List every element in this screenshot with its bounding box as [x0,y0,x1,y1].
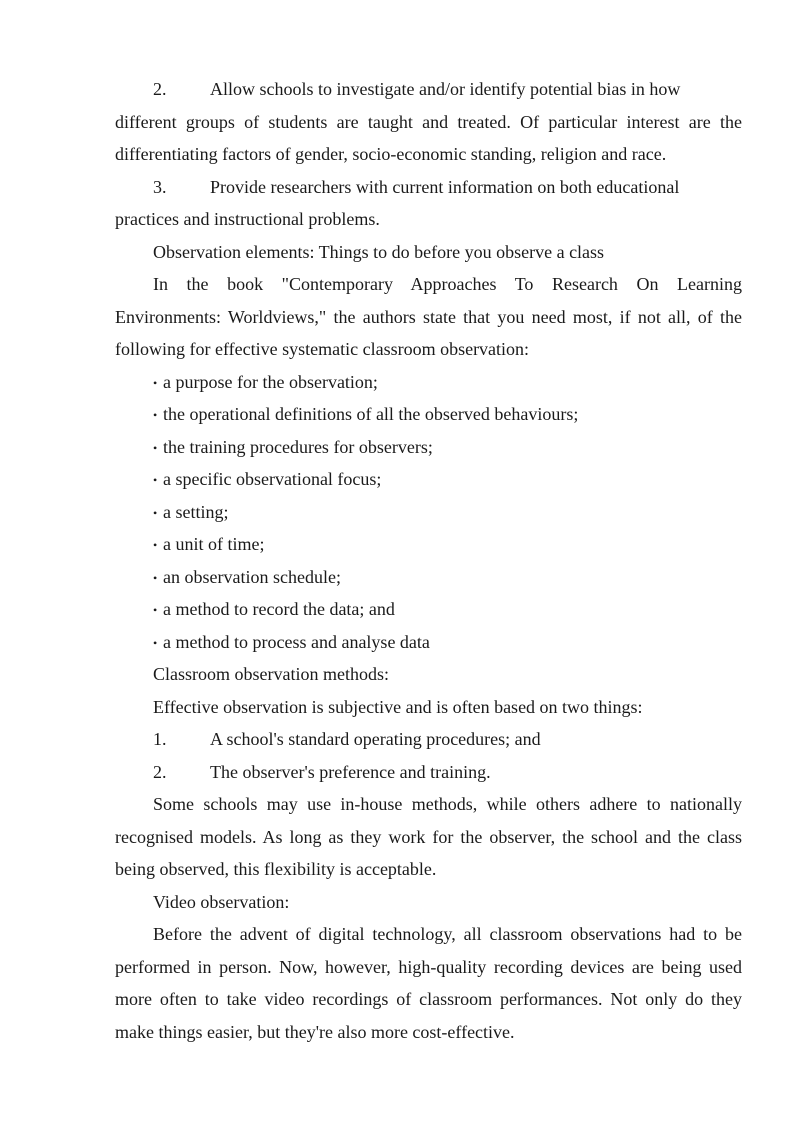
bullet-icon: • [153,603,158,617]
list-text: The observer's preference and training. [210,761,491,782]
bullet-icon: • [153,538,158,552]
paragraph-line: practices and instructional problems. [115,209,380,229]
bullet-icon: • [153,408,158,422]
list-item-3 [115,171,742,204]
bullet-text: the training procedures for observers; [163,436,433,457]
bullet-item [115,561,742,594]
bullet-item [115,398,742,431]
bullet-icon: • [153,505,158,520]
bullet-text: a setting; [163,501,229,522]
bullet-item [115,626,742,659]
bullet-text: a method to record the data; and [163,599,395,619]
bullet-icon: • [153,440,158,455]
bullet-item [115,528,742,561]
paragraph-line: recognised models. As long as they work for the observer, the school and the class [115,826,742,847]
list-number: 2. [153,761,167,782]
list-item-2 [115,73,742,106]
paragraph-line: Environments: Worldviews," the authors state that you need most, if not all, of the [115,306,742,327]
bullet-text: a method to process and analyse data [163,631,430,652]
section-heading-observation-elements: Observation elements: Things to do before you observe a class [153,241,605,262]
bullet-item [115,431,742,464]
list-text: Allow schools to investigate and/or identify potential bias in how [210,79,681,99]
list-number: 1. [153,729,167,749]
bullet-item [115,463,742,496]
bullet-text: a purpose for the observation; [163,371,378,392]
bullet-icon: • [153,570,158,585]
bullet-text: a specific observational focus; [163,469,382,489]
paragraph-line: make things easier, but they're also more cost-effective. [115,1021,515,1042]
bullet-item [115,366,742,399]
paragraph-line: In the book "Contemporary Approaches To Research On Learning [153,274,742,294]
paragraph-line: performed in person. Now, however, high-quality recording devices are being used [115,956,742,977]
paragraph-line: being observed, this flexibility is acceptable. [115,859,437,879]
list-number: 2. [153,79,167,99]
bullet-icon: • [153,635,158,650]
paragraph-line: different groups of students are taught and treated. Of particular interest are the [115,111,742,132]
paragraph-line: Before the advent of digital technology, all classroom observations had to be [153,924,742,944]
bullet-text: an observation schedule; [163,566,341,587]
paragraph-line: Effective observation is subjective and is often based on two things: [153,696,643,717]
paragraph-line: more often to take video recordings of classroom performances. Not only do they [115,989,742,1009]
bullet-text: a unit of time; [163,534,265,554]
paragraph-line: differentiating factors of gender, socio-economic standing, religion and race. [115,144,667,164]
bullet-icon: • [153,473,158,487]
bullet-item [115,593,742,626]
section-heading-video: Video observation: [153,891,290,912]
list-item-2 [115,756,742,789]
section-heading-methods: Classroom observation methods: [153,664,389,684]
bullet-icon: • [153,375,158,390]
paragraph-line: Some schools may use in-house methods, while others adhere to nationally [153,794,742,814]
bullet-item [115,496,742,529]
bullet-text: the operational definitions of all the observed behaviours; [163,404,579,424]
list-text: A school's standard operating procedures; and [210,729,541,749]
list-item-1 [115,723,742,756]
paragraph-line: following for effective systematic classroom observation: [115,339,530,359]
document-body [115,73,742,1048]
list-text: Provide researchers with current information on both educational [210,176,680,197]
list-number: 3. [153,176,167,197]
